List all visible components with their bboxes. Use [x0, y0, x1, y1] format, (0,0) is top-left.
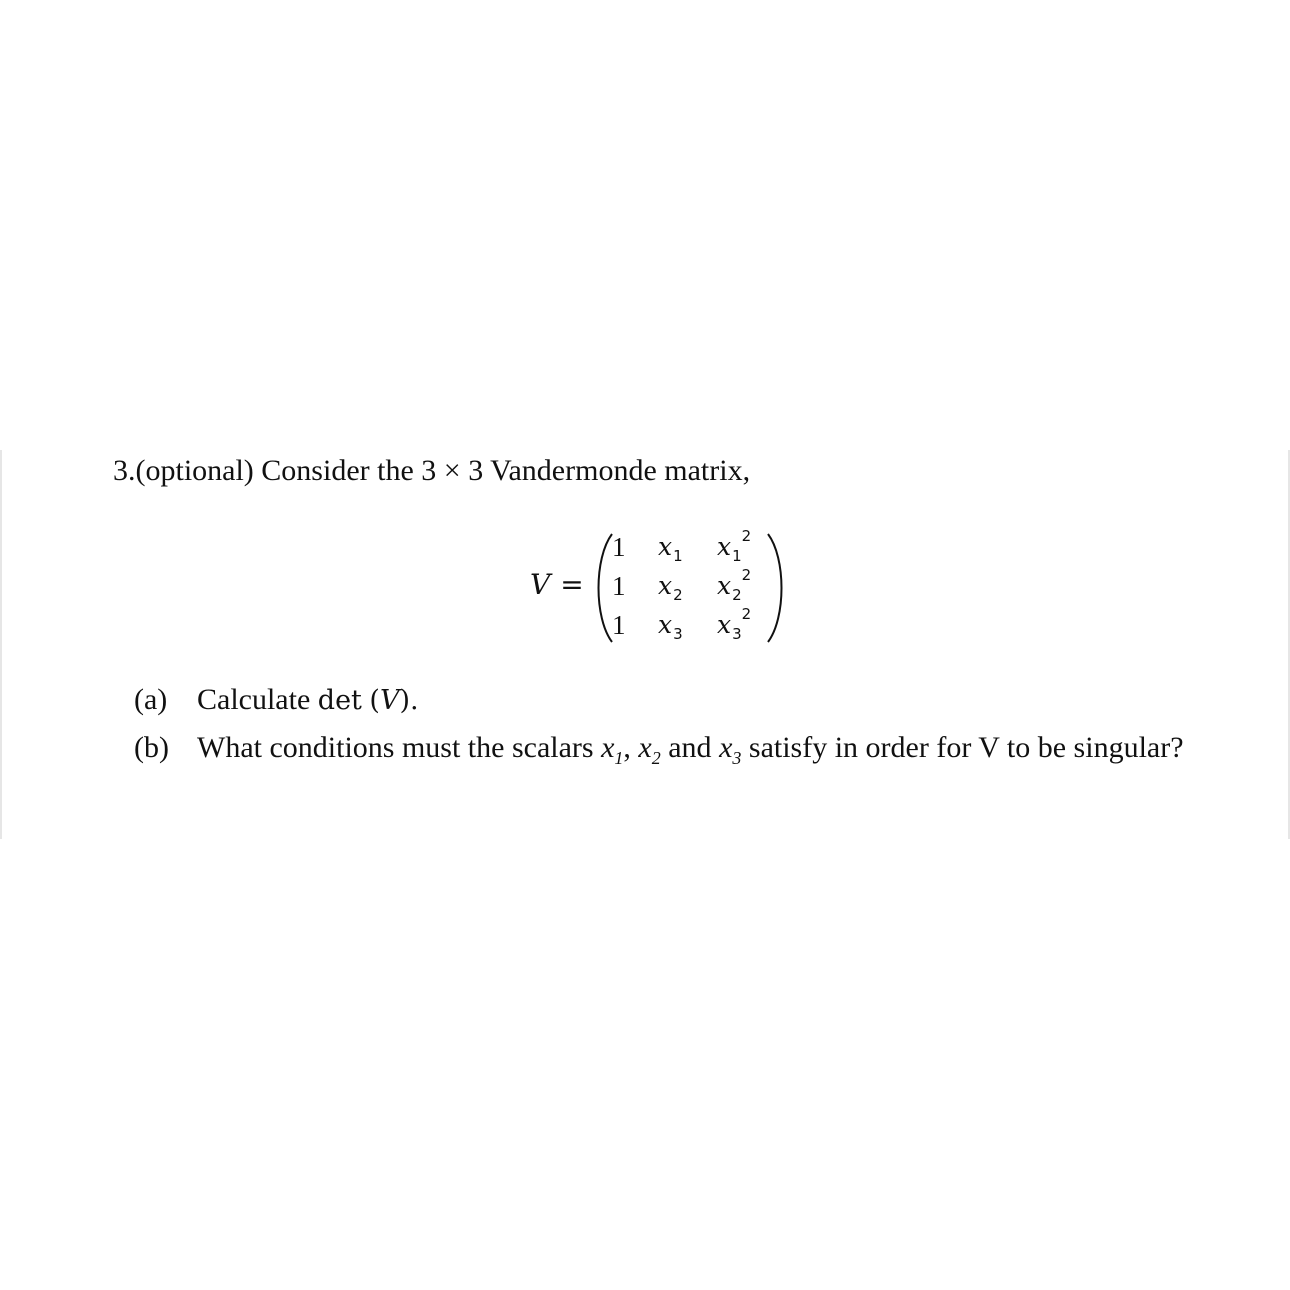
scalar-x1: [601, 731, 624, 768]
cell-subscript: 1: [673, 547, 683, 565]
matrix-cell-r3c1: 1: [612, 610, 626, 640]
right-parenthesis: [764, 528, 790, 648]
question-parts: [134, 676, 1184, 772]
det-variable: V: [379, 685, 400, 716]
cell-subscript: 3: [673, 625, 683, 643]
matrix-variable: V: [530, 568, 551, 601]
matrix-cell-r3c3: [717, 605, 752, 644]
cell-base: x: [658, 610, 673, 639]
equation-lhs: [530, 568, 584, 603]
cell-base: x: [717, 532, 732, 561]
part-b-text: [197, 731, 1184, 768]
scalar-subscript: 1: [614, 748, 624, 768]
cell-base: x: [717, 610, 732, 639]
problem-title: 3.(optional) Consider the 3 × 3 Vandermonde matrix,: [113, 454, 751, 487]
matrix-cell-r1c3: [717, 527, 752, 566]
conjunction: and: [668, 731, 712, 764]
matrix-cell-r2c2: [658, 570, 683, 605]
scalar-base: x: [719, 731, 733, 764]
part-a: [134, 676, 1184, 724]
scalar-subscript: 3: [732, 748, 742, 768]
cell-subscript: 1: [732, 547, 742, 565]
scalar-base: x: [638, 731, 652, 764]
open-paren: (: [369, 685, 380, 716]
equals-sign: =: [560, 568, 584, 601]
part-a-label: (a): [134, 683, 168, 716]
cell-subscript: 2: [673, 586, 683, 604]
part-b-tail: satisfy in order for V to be singular?: [748, 731, 1184, 764]
matrix-cell-r3c2: [658, 609, 683, 644]
part-b: [134, 724, 1184, 772]
document-left-border: [0, 450, 2, 839]
cell-superscript: 2: [741, 527, 752, 545]
scalar-subscript: 2: [651, 748, 661, 768]
scalar-x2: [638, 731, 661, 768]
part-b-lead: What conditions must the scalars: [197, 731, 594, 764]
matrix-equation: [520, 528, 790, 648]
matrix-cell-r2c3: [717, 566, 752, 605]
cell-subscript: 2: [732, 586, 742, 604]
cell-subscript: 3: [732, 625, 742, 643]
cell-base: x: [658, 571, 673, 600]
det-function: det: [317, 685, 362, 716]
matrix-cell-r1c1: 1: [612, 532, 626, 562]
cell-base: x: [658, 532, 673, 561]
close-paren: ).: [399, 685, 419, 716]
cell-superscript: 2: [741, 566, 752, 584]
part-b-label: (b): [134, 731, 169, 764]
comma: ,: [623, 731, 631, 764]
scalar-x3: [719, 731, 742, 768]
cell-base: x: [717, 571, 732, 600]
matrix-cell-r1c2: [658, 531, 683, 566]
part-a-instruction: Calculate: [197, 683, 311, 716]
matrix-cell-r2c1: 1: [612, 571, 626, 601]
cell-superscript: 2: [741, 605, 752, 623]
scalar-base: x: [601, 731, 615, 764]
part-a-text: [197, 683, 419, 716]
